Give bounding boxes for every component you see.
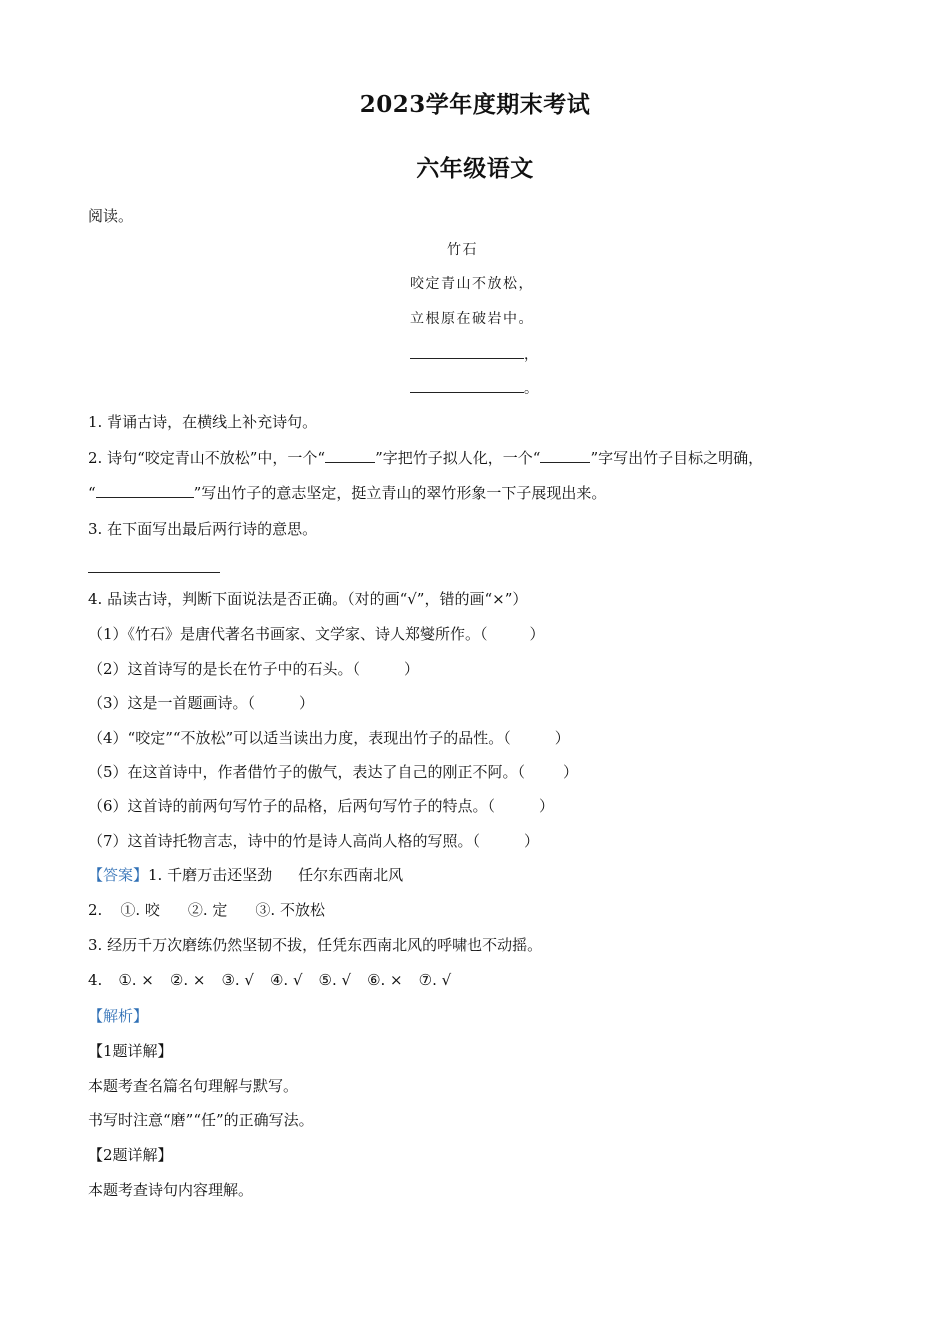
poem-line-4-punct: 。 [524,381,540,397]
question-2 [88,448,763,468]
q2-text-1: 2. 诗句“咬定青山不放松”中，一个“ [88,449,326,467]
answer-2-item-1: ①. 咬 [120,901,160,919]
q4-item-1 [88,624,545,644]
answer-2-item-3: ③. 不放松 [255,901,325,919]
q4-item-4-text: （4）“咬定”“不放松”可以适当读出力度，表现出竹子的品性。（ [88,729,511,747]
question-4: 4. 品读古诗，判断下面说法是否正确。（对的画“√”，错的画“×”） [88,590,528,608]
close-paren: ） [563,763,579,781]
answer-line-2 [88,900,325,920]
answer-4-item-5: ⑤. √ [318,971,352,989]
detail-2-line-1: 本题考查诗句内容理解。 [88,1181,254,1199]
q4-item-4 [88,728,570,748]
page-subtitle: 六年级语文 [416,155,534,182]
close-paren: ） [554,729,570,747]
detail-1-line-2: 书写时注意“磨”“任”的正确写法。 [88,1111,314,1129]
q2-blank-3[interactable] [96,483,194,498]
poem-title: 竹石 [447,242,478,258]
q2-blank-2[interactable] [540,448,590,463]
q4-item-5-text: （5）在这首诗中，作者借竹子的傲气，表达了自己的刚正不阿。（ [88,763,526,781]
q3-answer-line[interactable] [88,572,220,573]
analysis-tag: 【解析】 [88,1007,149,1025]
close-paren: ） [299,694,315,712]
q4-item-7 [88,831,539,851]
detail-1-title: 【1题详解】 [88,1042,173,1060]
poem-line-3 [410,344,540,365]
page-title: 2023学年度期末考试 [359,91,591,118]
q4-item-6 [88,796,554,816]
q2-text-4: “ [88,484,96,502]
q4-item-5 [88,762,578,782]
detail-1-line-1: 本题考查名篇名句理解与默写。 [88,1077,299,1095]
close-paren: ） [539,797,555,815]
poem-blank-4[interactable] [410,378,524,393]
answer-4-item-4: ④. √ [269,971,303,989]
question-1: 1. 背诵古诗，在横线上补充诗句。 [88,413,318,431]
poem-line-4 [410,378,540,399]
q4-item-3-text: （3）这是一首题画诗。（ [88,694,256,712]
q4-item-2-text: （2）这首诗写的是长在竹子中的石头。（ [88,660,361,678]
answer-4-item-3: ③. √ [221,971,254,989]
poem-line-1: 咬定青山不放松， [410,276,534,292]
answer-2-item-2: ②. 定 [187,901,228,919]
q2-text-2: ”字把竹子拟人化，一个“ [375,449,541,467]
close-paren: ） [404,660,420,678]
answer-line-4 [88,970,451,990]
answer-2-num: 2. [88,901,103,919]
intro-text: 阅读。 [88,207,134,225]
poem-blank-3[interactable] [410,344,524,359]
answer-line-1 [88,865,403,885]
q2-text-5: ”写出竹子的意志坚定，挺立青山的翠竹形象一下子展现出来。 [193,484,607,502]
close-paren: ） [529,625,545,643]
q4-item-6-text: （6）这首诗的前两句写竹子的品格，后两句写竹子的特点。（ [88,797,496,815]
answer-4-item-7: ⑦. √ [418,971,452,989]
poem-line-2: 立根原在破岩中。 [410,311,534,327]
q4-item-7-text: （7）这首诗托物言志，诗中的竹是诗人高尚人格的写照。（ [88,832,481,850]
answer-4-item-2: ②. × [169,971,206,989]
question-3: 3. 在下面写出最后两行诗的意思。 [88,520,318,538]
answer-1a: 1. 千磨万击还坚劲 [148,866,273,884]
close-paren: ） [524,832,540,850]
answer-tag: 【答案】 [88,866,149,884]
poem-line-3-punct: ， [524,347,540,363]
q4-item-3 [88,693,314,713]
q2-text-3: ”字写出竹子目标之明确， [590,449,764,467]
answer-line-3: 3. 经历千万次磨练仍然坚韧不拔，任凭东西南北风的呼啸也不动摇。 [88,936,543,954]
answer-1b: 任尔东西南北风 [298,866,404,884]
answer-4-item-6: ⑥. × [367,971,403,989]
question-2-line-2 [88,483,606,503]
answer-4-num: 4. [88,971,103,989]
q4-item-1-text: （1）《竹石》是唐代著名书画家、文学家、诗人郑燮所作。（ [88,625,488,643]
detail-2-title: 【2题详解】 [88,1146,173,1164]
answer-4-item-1: ①. × [118,971,154,989]
q2-blank-1[interactable] [325,448,375,463]
q4-item-2 [88,659,419,679]
